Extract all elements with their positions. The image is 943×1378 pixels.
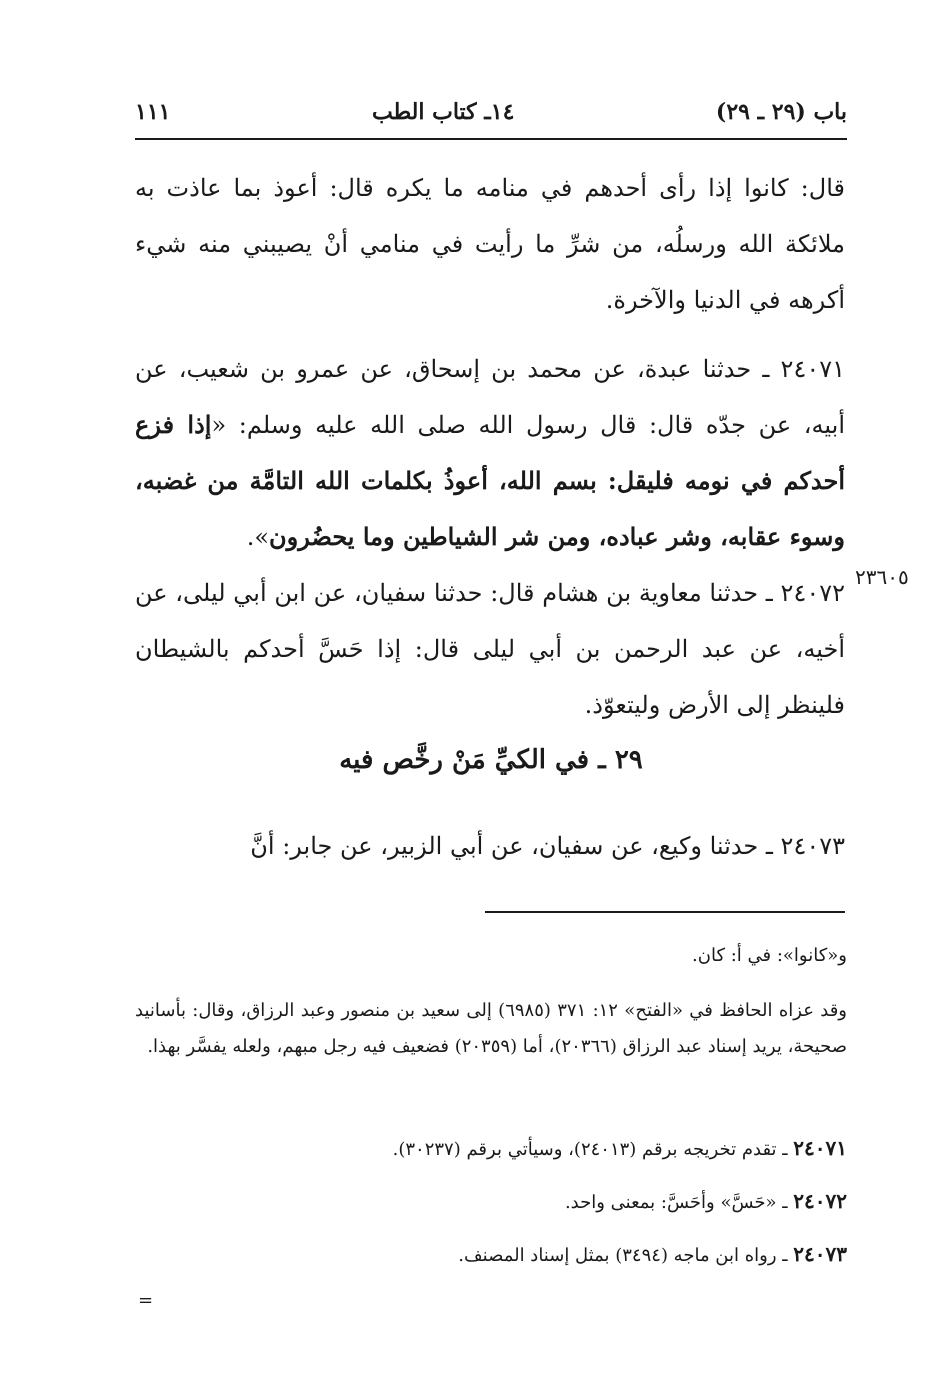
page-number: ١١١	[135, 99, 171, 125]
header-divider	[135, 138, 847, 140]
hadith-24071	[135, 341, 845, 565]
continuation-mark: =	[138, 1290, 154, 1311]
footnote-3-number: ٢٤٠٧١	[793, 1136, 847, 1160]
section-title: ٢٩ ـ في الكيِّ مَنْ رخَّص فيه	[339, 745, 643, 775]
paragraph-1: قال: كانوا إذا رأى أحدهم في منامه ما يكره قال: أعوذ بما عاذت به ملائكة الله ورسلُه، من شرِّ ما رأيت في منامي أنْ يصيبني منه شيء أكرهه في الدنيا والآخرة.	[135, 174, 845, 314]
footnote-2: وقد عزاه الحافظ في «الفتح» ١٢: ٣٧١ (٦٩٨٥) إلى سعيد بن منصور وعبد الرزاق، وقال: بأسانيد صحيحة، يريد إسناد عبد الرزاق (٢٠٣٦٦)، أما (٢٠٣٥٩) فضعيف فيه رجل مبهم، ولعله يفسَّر بهذا.	[135, 1000, 848, 1057]
footnote-5	[135, 1236, 847, 1274]
footnote-4-number: ٢٤٠٧٢	[793, 1189, 847, 1213]
page-header	[135, 92, 847, 132]
footnote-1: و«كانوا»: في أ: كان.	[692, 945, 847, 966]
hadith-24072: ٢٤٠٧٢ ـ حدثنا معاوية بن هشام قال: حدثنا سفيان، عن ابن أبي ليلى، عن أخيه، عن عبد الرحمن بن أبي ليلى قال: إذا حَسَّ أحدكم بالشيطان فلينظر إلى الأرض وليتعوّذ.	[135, 579, 845, 719]
book-heading: ١٤ـ كتاب الطب	[371, 99, 515, 125]
hadith-24071-chain: ٢٤٠٧١ ـ حدثنا عبدة، عن محمد بن إسحاق، عن عمرو بن شعيب، عن أبيه، عن جدّه قال: قال رسول الله صلى الله عليه وسلم: «	[135, 355, 845, 439]
footnote-5-text: ـ رواه ابن ماجه (٣٤٩٤) بمثل إسناد المصنف.	[458, 1245, 794, 1266]
hadith-24071-end: ».	[246, 523, 270, 551]
footnote-divider	[485, 911, 845, 913]
margin-number: ٢٣٦٠٥	[855, 565, 909, 589]
footnote-3-text: ـ تقدم تخريجه برقم (٢٤٠١٣)، وسيأتي برقم (٣٠٢٣٧).	[392, 1139, 794, 1160]
hadith-24071-text: إذا فزع أحدكم في نومه فليقل: بسم الله، أعوذُ بكلمات الله التامَّة من غضبه، وسوء عقابه، وشر عباده، ومن شر الشياطين وما يحضُرون	[135, 410, 845, 551]
footnote-5-number: ٢٤٠٧٣	[793, 1242, 847, 1266]
footnote-3	[135, 1130, 847, 1168]
footnote-4-text: ـ «حَسَّ» وأحَسَّ: بمعنى واحد.	[564, 1192, 794, 1213]
footnote-4	[135, 1183, 847, 1221]
hadith-24073: ٢٤٠٧٣ ـ حدثنا وكيع، عن سفيان، عن أبي الزبير، عن جابر: أنَّ	[250, 832, 845, 860]
chapter-heading: باب (٢٩ ـ ٢٩)	[715, 99, 847, 125]
